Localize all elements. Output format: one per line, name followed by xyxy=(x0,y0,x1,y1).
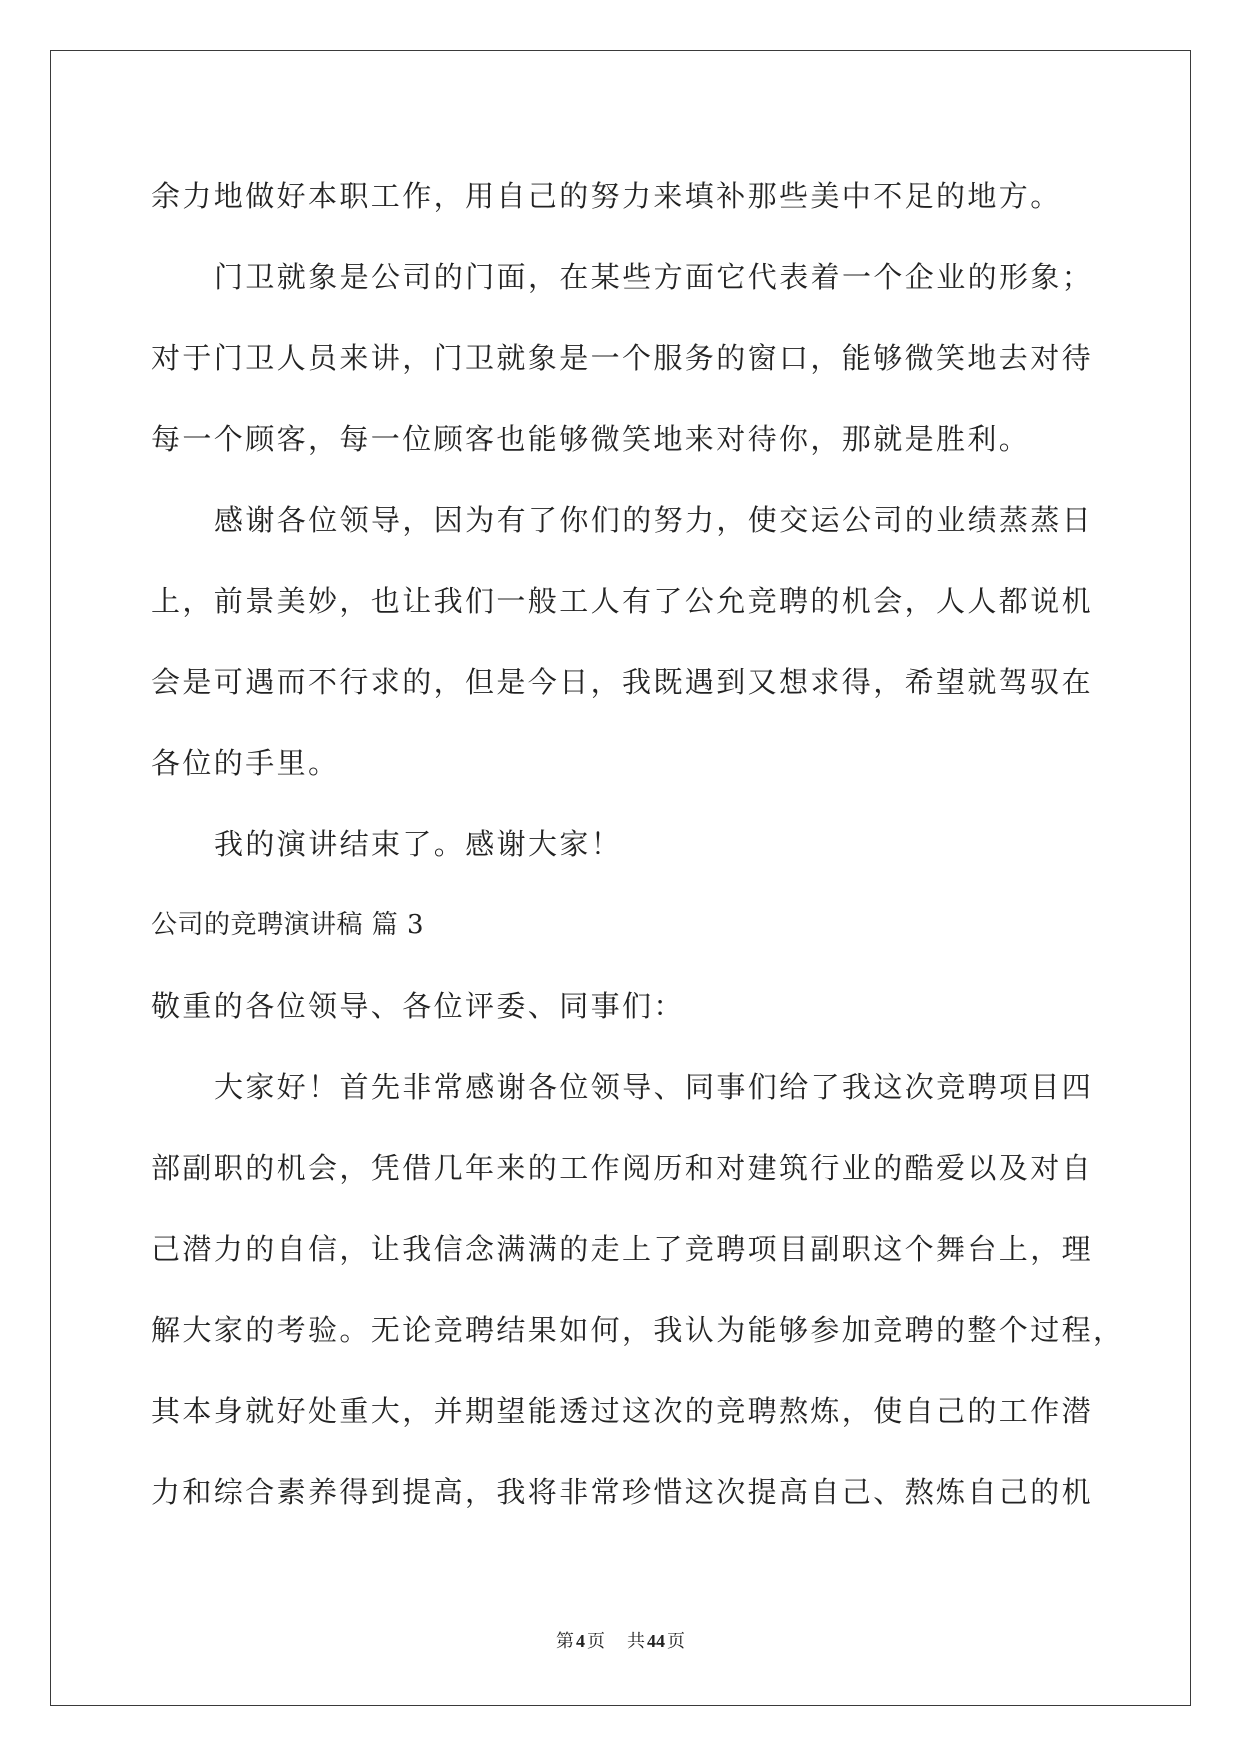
body-line: 大家好！首先非常感谢各位领导、同事们给了我这次竞聘项目四 xyxy=(214,1070,1094,1104)
body-line: 门卫就象是公司的门面，在某些方面它代表着一个企业的形象； xyxy=(214,260,1094,294)
section-heading: 公司的竞聘演讲稿 篇 3 xyxy=(151,910,425,940)
body-line: 会是可遇而不行求的，但是今日，我既遇到又想求得，希望就驾驭在 xyxy=(151,665,1094,699)
total-label-suffix: 页 xyxy=(667,1631,685,1651)
document-body xyxy=(151,156,1181,1533)
body-line: 其本身就好处重大，并期望能透过这次的竞聘熬炼，使自己的工作潜 xyxy=(151,1394,1094,1428)
total-pages: 44 xyxy=(647,1631,665,1651)
body-line: 每一个顾客，每一位顾客也能够微笑地来对待你，那就是胜利。 xyxy=(151,422,1031,456)
body-line: 力和综合素养得到提高，我将非常珍惜这次提高自己、熬炼自己的机 xyxy=(151,1475,1094,1509)
body-line: 部副职的机会，凭借几年来的工作阅历和对建筑行业的酷爱以及对自 xyxy=(151,1151,1094,1185)
total-label-prefix: 共 xyxy=(627,1631,645,1651)
body-line: 己潜力的自信，让我信念满满的走上了竞聘项目副职这个舞台上，理 xyxy=(151,1232,1094,1266)
page-footer xyxy=(0,1628,1241,1654)
body-line: 上，前景美妙，也让我们一般工人有了公允竞聘的机会，人人都说机 xyxy=(151,584,1094,618)
body-line: 解大家的考验。无论竞聘结果如何，我认为能够参加竞聘的整个过程， xyxy=(151,1313,1125,1347)
page-label-prefix: 第 xyxy=(556,1631,574,1651)
salutation-line: 敬重的各位领导、各位评委、同事们： xyxy=(151,989,685,1023)
body-line: 感谢各位领导，因为有了你们的努力，使交运公司的业绩蒸蒸日 xyxy=(214,503,1094,537)
page-label-suffix: 页 xyxy=(587,1631,605,1651)
body-line: 对于门卫人员来讲，门卫就象是一个服务的窗口，能够微笑地去对待 xyxy=(151,341,1094,375)
body-line: 余力地做好本职工作，用自己的努力来填补那些美中不足的地方。 xyxy=(151,179,1062,213)
body-line: 我的演讲结束了。感谢大家！ xyxy=(214,827,623,861)
page-number: 4 xyxy=(576,1631,585,1651)
body-line: 各位的手里。 xyxy=(151,746,340,780)
